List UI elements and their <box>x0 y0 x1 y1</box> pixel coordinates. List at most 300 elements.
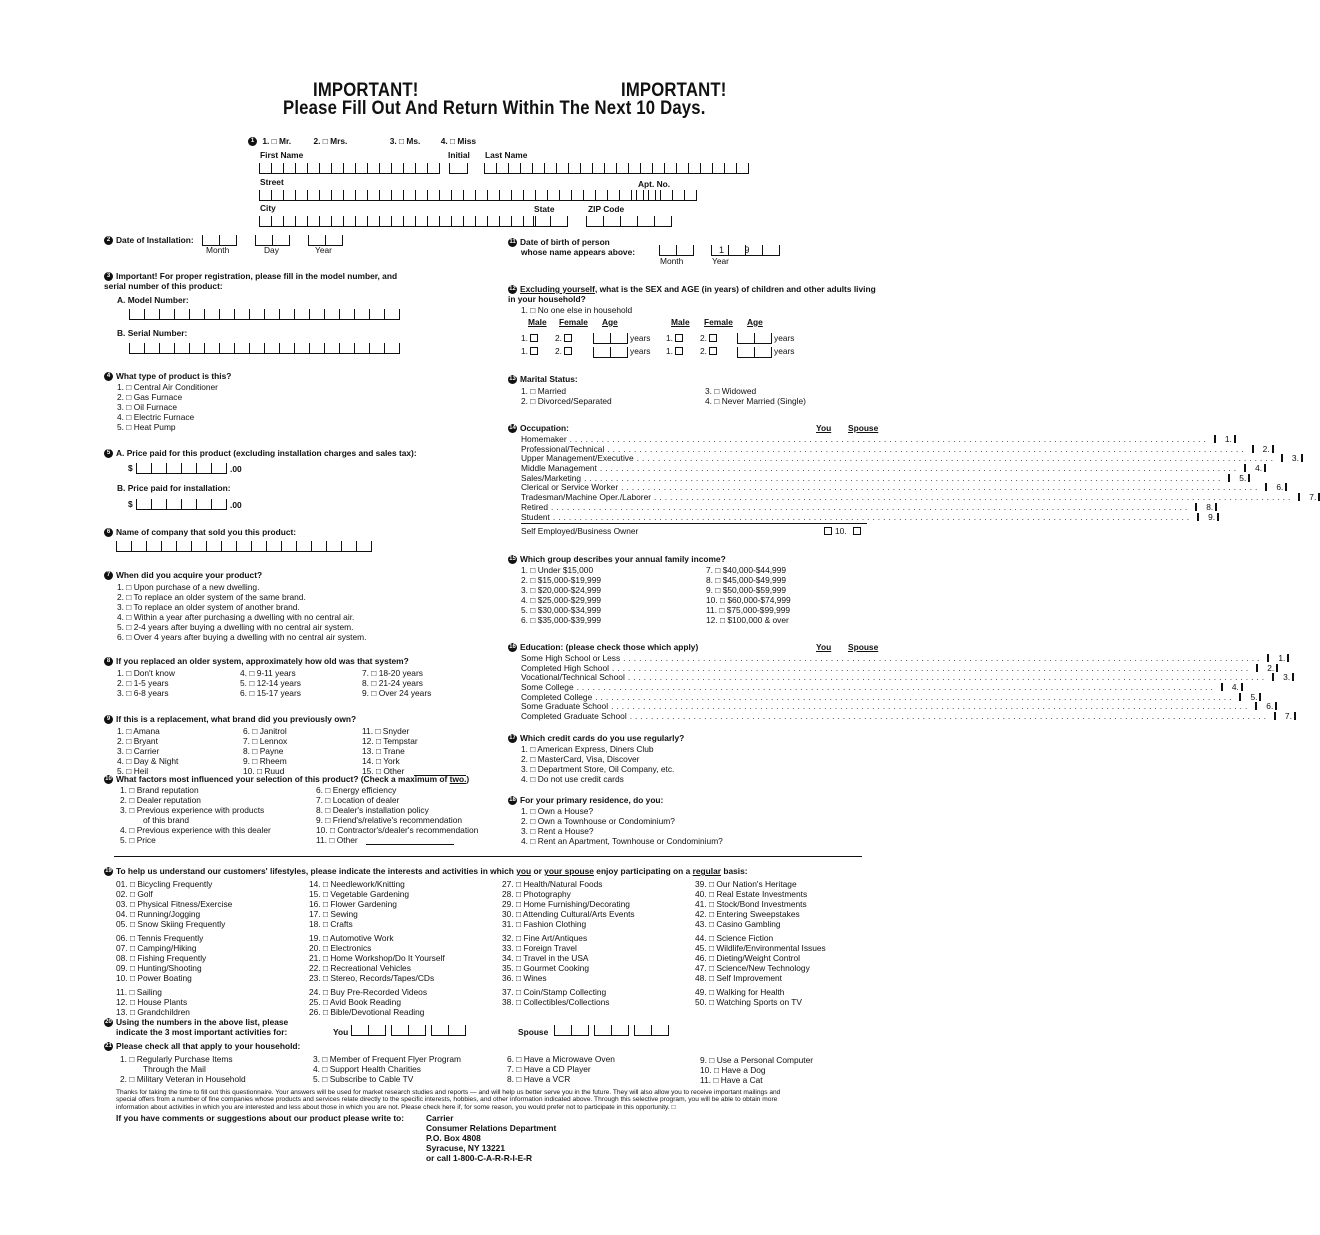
interest-option[interactable]: 24. □ Buy Pre-Recorded Videos <box>309 987 428 998</box>
row-number: 4. <box>1255 463 1263 474</box>
option[interactable]: 7. □ $40,000-$44,999 <box>706 565 787 575</box>
interest-option[interactable]: 23. □ Stereo, Records/Tapes/CDs <box>309 972 435 983</box>
option[interactable]: 1. □ Don't know <box>117 668 175 678</box>
install-month-field[interactable] <box>202 232 237 246</box>
you-header: You <box>816 423 832 433</box>
option[interactable]: 1. □ Brand reputation <box>120 785 199 795</box>
company-name-field[interactable] <box>116 538 372 552</box>
row-label: Some Graduate School <box>521 701 609 712</box>
interest-option[interactable]: 33. □ Foreign Travel <box>502 942 577 953</box>
q8-label: 8 If you replaced an older system, approximately how old was that system? <box>104 657 409 667</box>
option[interactable]: 9. □ Use a Personal Computer <box>700 1055 814 1065</box>
option[interactable]: 3. □ 6-8 years <box>117 687 169 698</box>
initial-field[interactable] <box>449 160 468 174</box>
row-label: Completed High School <box>521 662 609 673</box>
q4-options <box>117 383 218 433</box>
spouse-activity-3[interactable] <box>634 1022 669 1036</box>
option[interactable]: 1. □ Married <box>521 386 567 396</box>
option[interactable]: 3. □ Member of Frequent Flyer Program <box>313 1054 461 1064</box>
street-field[interactable] <box>259 187 656 201</box>
q17-options <box>521 745 674 785</box>
option[interactable]: 4. □ $25,000-$29,999 <box>521 594 602 605</box>
row-number: 5. <box>1239 472 1247 483</box>
row-number: 2. <box>1267 662 1275 673</box>
row-label: Middle Management <box>521 463 597 474</box>
spouse-checkbox[interactable] <box>1287 654 1289 662</box>
install-year-field[interactable] <box>308 232 343 246</box>
interest-option[interactable]: 45. □ Wildlife/Environmental Issues <box>695 942 826 953</box>
option[interactable]: 1. □ American Express, Diners Club <box>521 744 654 754</box>
option[interactable]: 4. □ Do not use credit cards <box>521 773 624 784</box>
option-cont: Through the Mail <box>143 1063 206 1074</box>
option[interactable]: 3. □ $20,000-$24,999 <box>521 584 602 595</box>
you-label: You <box>333 1027 349 1037</box>
q20-label: 20 Using the numbers in the above list, please <box>105 1017 289 1027</box>
option[interactable]: 3. □ Previous experience with products <box>120 804 265 815</box>
you-activity-2[interactable] <box>391 1022 426 1036</box>
interest-option[interactable]: 01. □ Bicycling Frequently <box>116 879 213 889</box>
option[interactable]: 4. □ Support Health Charities <box>313 1063 421 1074</box>
interest-option[interactable]: 11. □ Sailing <box>116 987 162 998</box>
interest-option[interactable]: 47. □ Science/New Technology <box>695 962 810 973</box>
dollar-sign: $ <box>128 499 133 509</box>
q1-number: 1 <box>248 137 257 146</box>
option[interactable]: 5. □ Heil <box>117 765 149 776</box>
street-label: Street <box>260 177 284 187</box>
option[interactable]: 3. □ Rent a House? <box>521 825 594 836</box>
option[interactable]: 5. □ Heat Pump <box>117 421 176 432</box>
option[interactable]: 5. □ Price <box>120 834 156 845</box>
age-field[interactable] <box>737 344 772 358</box>
you-checkbox[interactable] <box>1274 712 1276 720</box>
interest-option[interactable]: 32. □ Fine Art/Antiques <box>502 933 588 944</box>
q7-options <box>117 583 366 642</box>
option[interactable]: 15. □ Other <box>362 765 405 776</box>
you-checkbox[interactable] <box>1265 483 1267 491</box>
interest-option[interactable]: 07. □ Camping/Hiking <box>116 942 197 953</box>
option[interactable]: 5. □ $30,000-$34,999 <box>521 604 602 615</box>
self-employed-you[interactable]: 10. <box>822 527 864 537</box>
birth-year-prefill: 1 9 <box>719 245 759 255</box>
model-number-field[interactable] <box>129 306 400 320</box>
state-label: State <box>534 204 555 214</box>
row-number: 5. <box>1250 691 1258 702</box>
spouse-checkbox[interactable] <box>1275 702 1277 710</box>
spouse-header: Spouse <box>848 642 879 652</box>
option[interactable]: 3. □ Department Store, Oil Company, etc. <box>521 763 675 774</box>
dot-leader: ........................................................................................................................ <box>569 434 1209 444</box>
first-name-field[interactable] <box>259 160 440 174</box>
q8-col2 <box>240 669 301 699</box>
interest-option[interactable]: 31. □ Fashion Clothing <box>502 918 587 929</box>
option[interactable]: 5. □ Subscribe to Cable TV <box>313 1073 414 1084</box>
apt-field[interactable] <box>636 187 697 201</box>
option[interactable]: 13. □ Trane <box>362 745 405 756</box>
years-caption: years <box>630 346 651 356</box>
month-caption: Month <box>206 245 230 255</box>
female-header: Female <box>704 317 733 327</box>
option[interactable]: 3. □ Widowed <box>705 386 757 396</box>
interest-option[interactable]: 27. □ Health/Natural Foods <box>502 879 603 889</box>
option[interactable]: 1. □ Under $15,000 <box>521 565 594 575</box>
spouse-checkbox[interactable] <box>1215 503 1217 511</box>
interest-option[interactable]: 50. □ Watching Sports on TV <box>695 996 803 1007</box>
price-field[interactable] <box>136 460 227 474</box>
you-checkbox[interactable] <box>1195 503 1197 511</box>
interest-option[interactable]: 04. □ Running/Jogging <box>116 908 201 919</box>
spouse-checkbox[interactable] <box>1234 435 1236 443</box>
interests-col1 <box>116 880 232 1022</box>
interest-group <box>116 880 232 930</box>
interests-col4 <box>695 880 826 1012</box>
option[interactable]: 8. □ $45,000-$49,999 <box>706 574 787 585</box>
q8-col3 <box>362 669 431 699</box>
male-header: Male <box>671 317 690 327</box>
q13-col1 <box>521 387 612 407</box>
option[interactable]: 4. □ Electric Furnace <box>117 411 195 422</box>
interest-option[interactable]: 40. □ Real Estate Investments <box>695 888 808 899</box>
install-price-field[interactable] <box>136 496 227 510</box>
option[interactable]: 9. □ Rheem <box>243 755 287 766</box>
option[interactable]: 9. □ Over 24 years <box>362 687 432 698</box>
dot-leader: ........................................................................................................................ <box>636 453 1276 464</box>
option[interactable]: 5. □ 2-4 years after buying a dwelling with no central air system. <box>117 621 354 632</box>
option[interactable]: 5. □ 12-14 years <box>240 677 301 688</box>
row-number: 4. <box>1231 682 1239 693</box>
option[interactable]: 2. □ Dealer reputation <box>120 794 201 805</box>
interest-option[interactable]: 48. □ Self Improvement <box>695 972 782 983</box>
row-number: 3. <box>1283 672 1291 683</box>
q17-label: 17 Which credit cards do you use regularly? <box>509 733 685 743</box>
row-label: Completed Graduate School <box>521 711 627 722</box>
q15-col1 <box>521 566 601 625</box>
checkbox-row[interactable] <box>521 511 1216 523</box>
option[interactable]: 2. □ Divorced/Separated <box>521 395 612 406</box>
option[interactable]: 9. □ Friend's/relative's recommendation <box>316 814 463 825</box>
option[interactable]: 6. □ Janitrol <box>243 726 287 736</box>
you-checkbox[interactable] <box>1244 464 1246 472</box>
interest-option[interactable]: 44. □ Science Fiction <box>695 933 774 944</box>
zip-label: ZIP Code <box>588 204 625 214</box>
option[interactable]: 8. □ Payne <box>243 745 284 756</box>
interest-group <box>502 934 635 984</box>
q13-col2 <box>705 387 806 407</box>
option[interactable]: 9. □ $50,000-$59,999 <box>706 584 787 595</box>
q20-label2: indicate the 3 most important activities for: <box>116 1027 288 1037</box>
row-number: 7. <box>1309 492 1317 503</box>
household-row[interactable]: 1. 2. <box>521 334 575 344</box>
option[interactable]: 10. □ Have a Dog <box>700 1064 766 1075</box>
year-caption: Year <box>315 245 332 255</box>
row-number: 7. <box>1284 711 1292 722</box>
interest-group <box>116 988 232 1018</box>
interest-option[interactable]: 46. □ Dieting/Weight Control <box>695 952 800 963</box>
interest-option[interactable]: 26. □ Bible/Devotional Reading <box>309 1006 425 1017</box>
male-header: Male <box>528 317 547 327</box>
spouse-activity-2[interactable] <box>594 1022 629 1036</box>
option[interactable]: 4. □ 9-11 years <box>240 668 296 678</box>
option[interactable]: 10. □ $60,000-$74,999 <box>706 594 791 605</box>
interest-option[interactable]: 19. □ Automotive Work <box>309 933 394 944</box>
row-number: 9. <box>1208 511 1216 522</box>
age-header: Age <box>747 317 763 327</box>
spouse-checkbox[interactable] <box>1294 712 1296 720</box>
option-cont: of this brand <box>143 814 190 825</box>
spouse-checkbox[interactable] <box>1292 673 1294 681</box>
first-name-label: First Name <box>260 150 304 160</box>
interest-option[interactable]: 03. □ Physical Fitness/Exercise <box>116 898 233 909</box>
option[interactable]: 7. □ 18-20 years <box>362 668 423 678</box>
years-caption: years <box>774 333 795 343</box>
q2-label: 2 Date of Installation: <box>104 236 194 246</box>
install-day-field[interactable] <box>255 232 290 246</box>
dot-leader: ........................................................................................................................ <box>629 711 1269 722</box>
option[interactable]: 2. □ Gas Furnace <box>117 391 183 402</box>
you-checkbox[interactable] <box>1239 693 1241 701</box>
option[interactable]: 6. □ 15-17 years <box>240 687 301 698</box>
you-checkbox[interactable] <box>1256 664 1258 672</box>
q10-col2 <box>316 786 478 845</box>
interest-option[interactable]: 42. □ Entering Sweepstakes <box>695 908 800 919</box>
interest-option[interactable]: 20. □ Electronics <box>309 942 372 953</box>
option[interactable]: 3. □ To replace an older system of another brand. <box>117 601 300 612</box>
title-mrs[interactable]: 2. □ Mrs. <box>313 136 348 146</box>
option[interactable]: 10. □ Ruud <box>243 765 285 776</box>
years-caption: years <box>774 346 795 356</box>
row-number: 8. <box>1206 501 1214 512</box>
spouse-checkbox[interactable] <box>1272 445 1274 453</box>
row-label: Completed College <box>521 691 593 702</box>
interest-option[interactable]: 43. □ Casino Gambling <box>695 918 781 929</box>
option[interactable]: 11. □ $75,000-$99,999 <box>706 604 791 615</box>
q12-none[interactable]: 1. □ No one else in household <box>521 305 633 315</box>
you-checkbox[interactable] <box>1267 654 1269 662</box>
household-row[interactable]: 1. 2. <box>666 347 720 357</box>
option[interactable]: 14. □ York <box>362 755 400 766</box>
q8-col1 <box>117 669 175 699</box>
option[interactable]: 2. □ Military Veteran in Household <box>120 1073 246 1084</box>
row-number: 3. <box>1291 453 1299 464</box>
interest-option[interactable]: 15. □ Vegetable Gardening <box>309 888 410 899</box>
interest-option[interactable]: 25. □ Avid Book Reading <box>309 996 401 1007</box>
option[interactable]: 12. □ $100,000 & over <box>706 614 789 625</box>
spouse-checkbox[interactable] <box>1217 513 1219 521</box>
cents: .00 <box>230 464 242 474</box>
option[interactable]: 8. □ 21-24 years <box>362 677 423 688</box>
interest-option[interactable]: 10. □ Power Boating <box>116 972 192 983</box>
interest-group <box>309 934 445 984</box>
interest-option[interactable]: 38. □ Collectibles/Collections <box>502 996 610 1007</box>
row-number: 1. <box>1278 653 1286 663</box>
option[interactable]: 10. □ Contractor's/dealer's recommendation <box>316 824 479 835</box>
interest-option[interactable]: 29. □ Home Furnishing/Decorating <box>502 898 630 909</box>
spouse-checkbox[interactable] <box>1285 483 1287 491</box>
option[interactable]: 1. □ Upon purchase of a new dwelling. <box>117 582 260 592</box>
option[interactable]: 2. □ MasterCard, Visa, Discover <box>521 753 640 764</box>
mailing-address: Carrier Consumer Relations Department P.O. Box 4808 Syracuse, NY 13221 or call 1-800-C-A-R-R-I-E-R <box>426 1113 557 1163</box>
you-checkbox[interactable] <box>1252 445 1254 453</box>
option[interactable]: 4. □ Rent an Apartment, Townhouse or Condominium? <box>521 835 723 846</box>
interest-option[interactable]: 36. □ Wines <box>502 972 547 983</box>
you-checkbox[interactable] <box>1281 454 1283 462</box>
age-field[interactable] <box>593 330 628 344</box>
city-field[interactable] <box>259 213 536 227</box>
interest-option[interactable]: 13. □ Grandchildren <box>116 1006 190 1017</box>
age-field[interactable] <box>593 344 628 358</box>
option[interactable]: 11. □ Snyder <box>362 726 410 736</box>
title-ms[interactable]: 3. □ Ms. <box>389 136 421 146</box>
interest-option[interactable]: 21. □ Home Workshop/Do It Yourself <box>309 952 445 963</box>
option[interactable]: 1. □ Central Air Conditioner <box>117 382 218 392</box>
interest-option[interactable]: 17. □ Sewing <box>309 908 358 919</box>
age-field[interactable] <box>737 330 772 344</box>
dot-leader: ........................................................................................................................ <box>595 691 1235 702</box>
option[interactable]: 2. □ To replace an older system of the same brand. <box>117 591 306 602</box>
q21-col2 <box>313 1055 461 1085</box>
q6-label: 6 Name of company that sold you this product: <box>104 528 296 538</box>
q3-label: 3 Important! For proper registration, please fill in the model number, and serial number of this product: <box>104 271 398 291</box>
initial-label: Initial <box>448 150 470 160</box>
model-number-label: A. Model Number: <box>117 295 189 305</box>
interest-option[interactable]: 28. □ Photography <box>502 888 571 899</box>
option[interactable]: 4. □ Within a year after purchasing a dwelling with no central air. <box>117 611 355 622</box>
option[interactable]: 2. □ $15,000-$19,999 <box>521 574 602 585</box>
spouse-checkbox[interactable] <box>1248 474 1250 482</box>
q18-label: 18 For your primary residence, do you: <box>509 795 664 805</box>
row-number: 2. <box>1262 443 1270 454</box>
interest-option[interactable]: 49. □ Walking for Health <box>695 987 785 998</box>
dot-leader: ........................................................................................................................ <box>576 682 1216 693</box>
option[interactable]: 2. □ Own a Townhouse or Condominium? <box>521 815 675 826</box>
row-label: Clerical or Service Worker <box>521 482 619 493</box>
option[interactable]: 4. □ Day & Night <box>117 755 179 766</box>
spouse-activity-1[interactable] <box>554 1022 589 1036</box>
interest-option[interactable]: 39. □ Our Nation's Heritage <box>695 879 797 889</box>
option[interactable]: 7. □ Have a CD Player <box>507 1063 591 1074</box>
interest-option[interactable]: 18. □ Crafts <box>309 918 353 929</box>
row-label: Some High School or Less <box>521 653 621 663</box>
option[interactable]: 11. □ Have a Cat <box>700 1074 763 1085</box>
interest-group <box>695 988 826 1008</box>
option[interactable]: 3. □ Carrier <box>117 745 160 756</box>
you-checkbox[interactable] <box>1228 474 1230 482</box>
month-caption: Month <box>660 256 684 266</box>
city-label: City <box>260 203 276 213</box>
household-row[interactable]: 1. 2. <box>666 334 720 344</box>
interest-option[interactable]: 16. □ Flower Gardening <box>309 898 397 909</box>
you-checkbox[interactable] <box>1298 493 1300 501</box>
spouse-checkbox[interactable] <box>1276 664 1278 672</box>
you-activity-3[interactable] <box>431 1022 466 1036</box>
serial-number-label: B. Serial Number: <box>117 328 188 338</box>
you-checkbox[interactable] <box>1221 683 1223 691</box>
cents: .00 <box>230 500 242 510</box>
female-header: Female <box>559 317 588 327</box>
option[interactable]: 6. □ Over 4 years after buying a dwelling with no central air system. <box>117 631 367 642</box>
option[interactable]: 6. □ Have a Microwave Oven <box>507 1054 615 1064</box>
interest-option[interactable]: 08. □ Fishing Frequently <box>116 952 207 963</box>
option[interactable]: 3. □ Oil Furnace <box>117 401 177 412</box>
section-divider <box>114 856 862 857</box>
state-field[interactable] <box>533 213 568 227</box>
dollar-sign: $ <box>128 463 133 473</box>
interest-option[interactable]: 12. □ House Plants <box>116 996 188 1007</box>
spouse-checkbox[interactable] <box>1301 454 1303 462</box>
option[interactable]: 8. □ Have a VCR <box>507 1073 571 1084</box>
option[interactable]: 6. □ Energy efficiency <box>316 785 397 795</box>
interest-option[interactable]: 09. □ Hunting/Shooting <box>116 962 202 973</box>
interest-option[interactable]: 41. □ Stock/Bond Investments <box>695 898 807 909</box>
dot-leader: ........................................................................................................................ <box>627 672 1268 683</box>
row-label: Professional/Technical <box>521 443 605 454</box>
option[interactable]: 4. □ Never Married (Single) <box>705 395 806 406</box>
interest-option[interactable]: 02. □ Golf <box>116 888 153 899</box>
you-checkbox[interactable] <box>1197 513 1199 521</box>
option[interactable]: 2. □ Bryant <box>117 735 158 746</box>
q4-label: 4 What type of product is this? <box>104 372 231 382</box>
interest-option[interactable]: 05. □ Snow Skiing Frequently <box>116 918 226 929</box>
spouse-checkbox[interactable] <box>1241 683 1243 691</box>
spouse-checkbox[interactable] <box>1264 464 1266 472</box>
interest-option[interactable]: 22. □ Recreational Vehicles <box>309 962 411 973</box>
option[interactable]: 7. □ Lennox <box>243 735 288 746</box>
you-header: You <box>816 642 832 652</box>
interest-option[interactable]: 34. □ Travel in the USA <box>502 952 589 963</box>
you-activity-1[interactable] <box>351 1022 386 1036</box>
fine-print: Thanks for taking the time to fill out this questionnaire. Your answers will be used for market research studies and reports — and will help us better serve you in the future. They will also allow you to receive important mailings and special offers from a number of fine companies whose products and services relate directly to the specific interests, hobbies, and other information indicated above. Through this selective program, you will be able to obtain more information about activities in which you are interested and less about those in which you are not. Please check here if, for some reason, you would prefer not to participate in this opportunity. □ <box>116 1089 781 1111</box>
serial-number-field[interactable] <box>129 340 400 354</box>
option[interactable]: 6. □ $35,000-$39,999 <box>521 614 602 625</box>
interest-option[interactable]: 30. □ Attending Cultural/Arts Events <box>502 908 635 919</box>
you-checkbox[interactable] <box>1214 435 1216 443</box>
birth-month-field[interactable] <box>659 242 694 256</box>
apt-label: Apt. No. <box>638 179 671 189</box>
interest-option[interactable]: 14. □ Needlework/Knitting <box>309 879 405 889</box>
option[interactable]: 1. □ Own a House? <box>521 806 594 816</box>
option[interactable]: 1. □ Regularly Purchase Items <box>120 1054 233 1064</box>
interest-option[interactable]: 06. □ Tennis Frequently <box>116 933 204 944</box>
household-row[interactable]: 1. 2. <box>521 347 575 357</box>
option[interactable]: 8. □ Dealer's installation policy <box>316 804 429 815</box>
option[interactable]: 11. □ Other <box>316 834 358 845</box>
you-checkbox[interactable] <box>1255 702 1257 710</box>
q11-label2: whose name appears above: <box>521 247 636 257</box>
option[interactable]: 4. □ Previous experience with this dealer <box>120 824 271 835</box>
interest-option[interactable]: 37. □ Coin/Stamp Collecting <box>502 987 607 998</box>
title-mr[interactable]: 1. □ Mr. <box>262 136 292 146</box>
q1-titles <box>248 137 476 147</box>
option[interactable]: 1. □ Amana <box>117 726 160 736</box>
spouse-header: Spouse <box>848 423 879 433</box>
option[interactable]: 12. □ Tempstar <box>362 735 418 746</box>
dot-leader: ........................................................................................................................ <box>654 492 1294 503</box>
spouse-checkbox[interactable] <box>1259 693 1261 701</box>
self-employed-label: Self Employed/Business Owner <box>521 526 639 536</box>
option[interactable]: 2. □ 1-5 years <box>117 677 169 688</box>
spouse-label: Spouse <box>518 1027 549 1037</box>
zip-field[interactable] <box>586 213 672 227</box>
option[interactable]: 7. □ Location of dealer <box>316 794 400 805</box>
interest-option[interactable]: 35. □ Gourmet Cooking <box>502 962 589 973</box>
q11-label: 11 Date of birth of person <box>509 237 610 247</box>
you-checkbox[interactable] <box>1272 673 1274 681</box>
interest-group <box>116 934 232 984</box>
day-caption: Day <box>264 245 279 255</box>
last-name-field[interactable] <box>484 160 749 174</box>
checkbox-row[interactable] <box>521 711 1292 722</box>
q15-col2 <box>706 566 791 625</box>
title-miss[interactable]: 4. □ Miss <box>440 136 477 146</box>
